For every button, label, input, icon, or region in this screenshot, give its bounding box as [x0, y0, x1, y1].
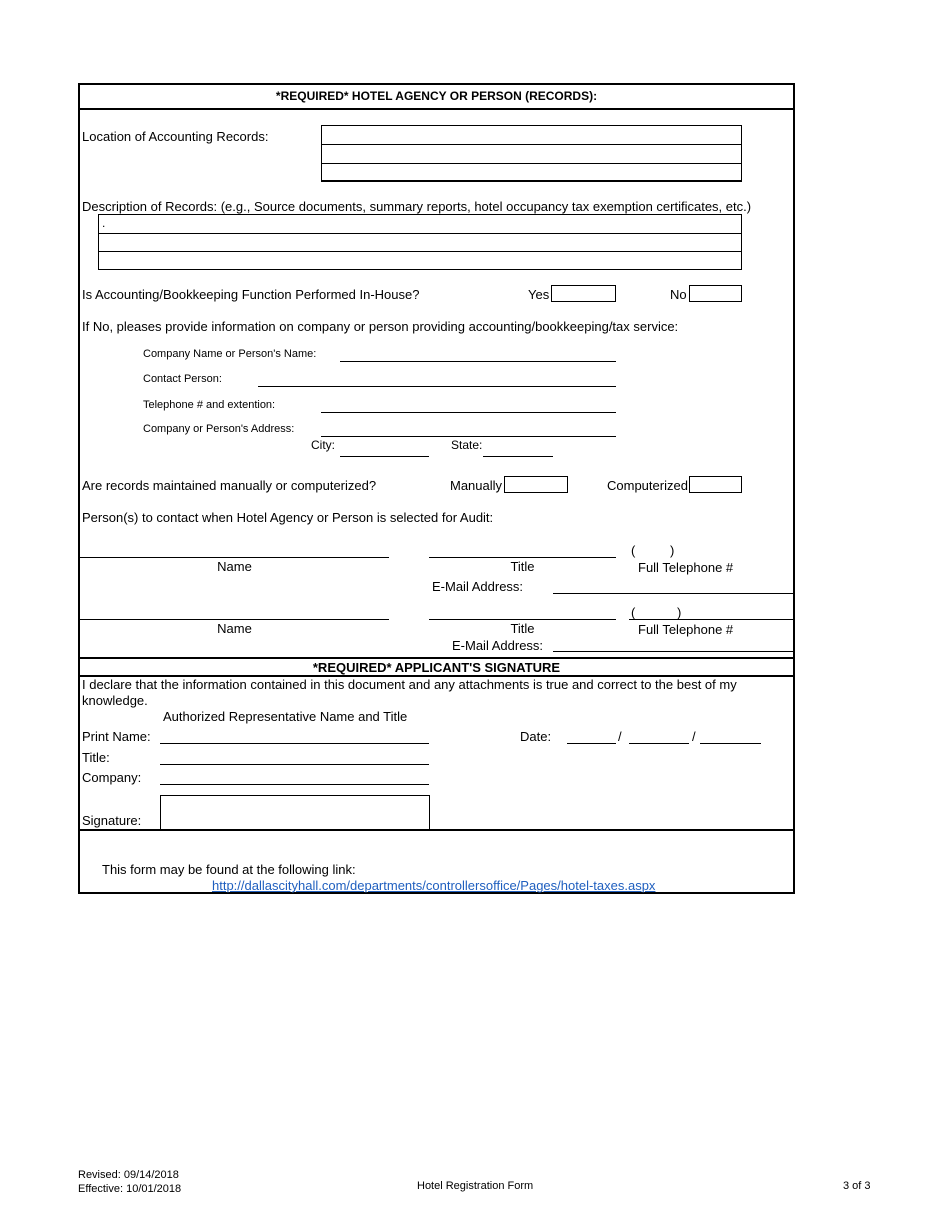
print-name-input[interactable] — [160, 743, 429, 744]
contact1-name-label: Name — [217, 559, 252, 574]
manually-box[interactable] — [504, 476, 568, 493]
contact2-title-label: Title — [510, 621, 535, 636]
contact2-email-input[interactable] — [553, 651, 795, 652]
contact2-name-input[interactable] — [80, 619, 389, 620]
company-input[interactable] — [160, 784, 429, 785]
description-label: Description of Records: (e.g., Source documents, summary reports, hotel occupancy tax exemption certificates, etc.) — [82, 199, 752, 214]
inhouse-question: Is Accounting/Bookkeeping Function Performed In-House? — [82, 287, 420, 302]
contact1-email-label: E-Mail Address: — [432, 579, 524, 594]
form-link[interactable]: http://dallascityhall.com/departments/controllersoffice/Pages/hotel-taxes.aspx — [212, 878, 656, 893]
signature-bottom-rule — [78, 829, 795, 831]
date-slash-1: / — [618, 729, 622, 744]
contact1-name-input[interactable] — [80, 557, 389, 558]
title-input[interactable] — [160, 764, 429, 765]
inhouse-yes-label: Yes — [528, 287, 550, 302]
inhouse-yes-box[interactable] — [551, 285, 616, 302]
computerized-box[interactable] — [689, 476, 742, 493]
location-label: Location of Accounting Records: — [82, 129, 269, 144]
auth-rep-label: Authorized Representative Name and Title — [163, 709, 408, 724]
footer-effective: Effective: 10/01/2018 — [78, 1183, 182, 1195]
contact1-title-input[interactable] — [429, 557, 616, 558]
state-input[interactable] — [483, 456, 553, 457]
section-title: *REQUIRED* HOTEL AGENCY OR PERSON (RECORDS): — [275, 89, 598, 103]
contact1-paren-close: ) — [670, 543, 675, 558]
company-name-input[interactable] — [340, 361, 616, 362]
ifno-text: If No, pleases provide information on company or person providing accounting/bookkeeping/tax service: — [82, 319, 679, 334]
footer-form-name: Hotel Registration Form — [417, 1180, 534, 1192]
date-year-input[interactable] — [700, 743, 761, 744]
signature-box[interactable] — [160, 795, 430, 830]
address-input[interactable] — [321, 436, 616, 437]
title-label: Title: — [82, 750, 110, 765]
declaration-text: I declare that the information contained in this document and any attachments is true and correct to the best of my knowledge. — [82, 677, 737, 708]
signature-top-rule — [78, 657, 795, 659]
contact1-title-label: Title — [510, 559, 535, 574]
contact2-paren-close: ) — [677, 605, 682, 620]
date-slash-2: / — [692, 729, 696, 744]
date-label: Date: — [520, 729, 552, 744]
location-field-2[interactable] — [321, 144, 742, 164]
description-field-3[interactable] — [98, 251, 742, 270]
records-question: Are records maintained manually or computerized? — [82, 478, 377, 493]
date-day-input[interactable] — [629, 743, 689, 744]
contact2-paren-open: ( — [631, 605, 636, 620]
contact2-phone-input[interactable] — [629, 619, 795, 620]
link-intro-text: This form may be found at the following link: — [102, 862, 356, 877]
contact2-phone-label: Full Telephone # — [638, 622, 734, 637]
contact2-name-label: Name — [217, 621, 252, 636]
signature-section-title: *REQUIRED* APPLICANT'S SIGNATURE — [312, 660, 561, 675]
location-field-3[interactable] — [321, 163, 742, 182]
inhouse-no-label: No — [670, 287, 687, 302]
signature-label: Signature: — [82, 813, 142, 828]
company-label: Company: — [82, 770, 142, 785]
contact1-phone-label: Full Telephone # — [638, 560, 734, 575]
header-bottom-rule — [78, 108, 795, 110]
phone-input[interactable] — [321, 412, 616, 413]
description-field-1-value: . — [102, 216, 106, 230]
city-label: City: — [311, 438, 335, 452]
contact-person-input[interactable] — [258, 386, 616, 387]
contact2-email-label: E-Mail Address: — [452, 638, 544, 653]
state-label: State: — [451, 438, 483, 452]
description-field-1[interactable] — [98, 214, 742, 234]
phone-label: Telephone # and extention: — [143, 399, 276, 411]
manually-label: Manually — [450, 478, 503, 493]
computerized-label: Computerized — [607, 478, 688, 493]
print-name-label: Print Name: — [82, 729, 151, 744]
city-input[interactable] — [340, 456, 429, 457]
contact2-title-input[interactable] — [429, 619, 616, 620]
location-field-1[interactable] — [321, 125, 742, 145]
contacts-intro: Person(s) to contact when Hotel Agency or Person is selected for Audit: — [82, 510, 494, 525]
footer-page-number: 3 of 3 — [843, 1180, 871, 1192]
contact1-email-input[interactable] — [553, 593, 795, 594]
address-label: Company or Person's Address: — [143, 423, 295, 435]
inhouse-no-box[interactable] — [689, 285, 742, 302]
description-field-2[interactable] — [98, 233, 742, 252]
date-month-input[interactable] — [567, 743, 616, 744]
footer-revised: Revised: 09/14/2018 — [78, 1169, 179, 1181]
contact1-paren-open: ( — [631, 543, 636, 558]
company-name-label: Company Name or Person's Name: — [143, 348, 317, 360]
contact-person-label: Contact Person: — [143, 373, 222, 385]
